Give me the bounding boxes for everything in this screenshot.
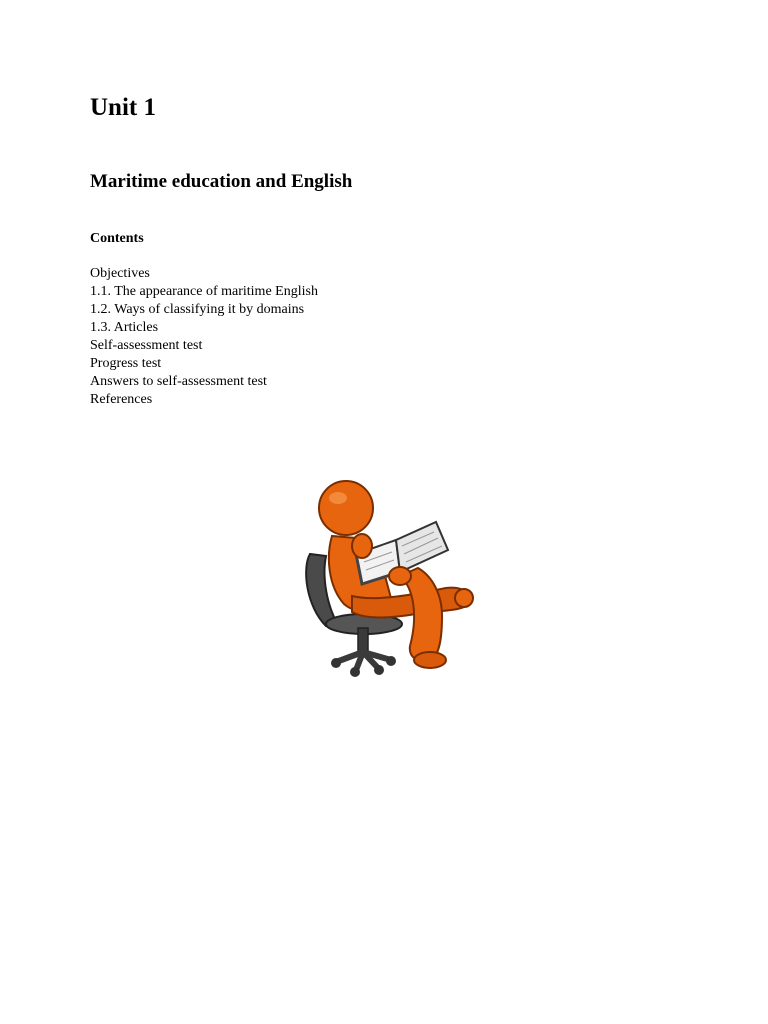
contents-item-1-1: 1.1. The appearance of maritime English	[90, 284, 318, 299]
contents-heading: Contents	[90, 231, 144, 246]
unit-subtitle: Maritime education and English	[90, 171, 353, 192]
contents-item-objectives: Objectives	[90, 266, 150, 281]
contents-item-1-2: 1.2. Ways of classifying it by domains	[90, 302, 305, 317]
contents-item-progress-test: Progress test	[90, 356, 162, 371]
unit-title: Unit 1	[90, 94, 156, 121]
contents-list	[90, 265, 318, 409]
contents-item-answers: Answers to self-assessment test	[90, 374, 267, 389]
contents-item-1-3: 1.3. Articles	[90, 320, 159, 335]
contents-item-self-assessment: Self-assessment test	[90, 338, 203, 353]
reading-figure-illustration	[296, 476, 481, 681]
contents-item-references: References	[90, 392, 153, 407]
